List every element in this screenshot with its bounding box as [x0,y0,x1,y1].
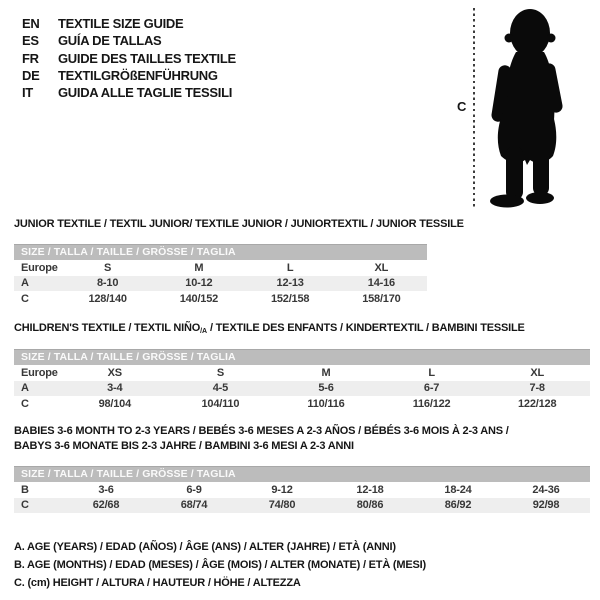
table-row [14,260,427,276]
section-babies-textile [14,424,590,513]
size-cell: 8-10 [97,277,119,290]
table-row [14,498,590,514]
row-label: B [21,483,29,496]
section-title [14,321,590,339]
table-row [14,276,427,292]
size-cell: 14-16 [367,277,395,290]
size-cell: 152/158 [270,292,310,305]
size-cell: 68/74 [180,499,208,512]
row-label: C [21,397,29,410]
language-title: GUIDE DES TAILLES TEXTILE [58,50,236,66]
size-cell: 62/68 [92,499,120,512]
size-cell: 3-6 [98,483,114,496]
size-cell: 122/128 [518,397,557,410]
language-row [22,67,236,84]
size-cell: 9-12 [271,483,293,496]
size-cell: XS [107,366,122,379]
language-title: GUÍA DE TALLAS [58,33,162,49]
title-text: / TEXTILE DES ENFANTS / KINDERTEXTIL / BAMBINI TESSILE [207,322,525,334]
table-row [14,381,590,397]
title-text: CHILDREN'S TEXTILE / TEXTIL NIÑO [14,322,201,334]
language-title: TEXTILE SIZE GUIDE [58,16,184,31]
height-measure-line [473,8,475,208]
size-cell: 74/80 [268,499,296,512]
size-cell: M [194,261,204,274]
language-row [22,32,236,49]
row-label: A [21,277,29,290]
language-title: GUIDA ALLE TAGLIE TESSILI [58,85,233,101]
size-cell: 98/104 [98,397,132,410]
subscript-text: /A [200,328,208,335]
legend-item: A. AGE (YEARS) / EDAD (AÑOS) / ÂGE (ANS) / ALTER (JAHRE) / ETÀ (ANNI) [14,541,396,553]
language-title: TEXTILGRÖßENFÜHRUNG [58,67,218,83]
size-cell: L [428,366,435,379]
size-table [14,349,590,412]
table-row [14,291,427,307]
size-cell: 80/86 [356,499,384,512]
legend [14,538,426,592]
section-junior-textile [14,217,464,307]
language-code: EN [22,16,40,31]
size-cell: 116/122 [412,397,451,410]
title-text: BABYS 3-6 MONATE BIS 2-3 JAHRE / BAMBINI 3-6 MESI A 2-3 ANNI [14,440,354,452]
size-cell: 12-18 [356,483,384,496]
size-cell: 128/140 [88,292,127,305]
size-cell: XL [530,366,545,379]
row-label: A [21,382,29,395]
legend-item: C. (cm) HEIGHT / ALTURA / HAUTEUR / HÖHE / ALTEZZA [14,577,301,589]
size-cell: 104/110 [201,397,240,410]
legend-item: B. AGE (MONTHS) / EDAD (MESES) / ÂGE (MOIS) / ALTER (MONATE) / ETÀ (MESI) [14,559,426,571]
table-row [14,365,590,381]
baby-silhouette-icon [481,8,573,210]
size-cell: 3-4 [107,382,123,395]
size-cell: 6-7 [423,382,440,395]
size-cell: 140/152 [179,292,219,305]
language-code: FR [22,50,39,66]
size-table-header: SIZE / TALLA / TAILLE / GRÖSSE / TAGLIA [14,467,590,483]
size-cell: S [104,261,112,274]
size-cell: 10-12 [185,277,213,290]
size-cell: 12-13 [276,277,304,290]
size-table-header: SIZE / TALLA / TAILLE / GRÖSSE / TAGLIA [14,245,427,261]
language-code: DE [22,67,40,83]
row-label: Europe [21,366,58,379]
size-cell: 86/92 [444,499,472,512]
size-cell: 5-6 [318,382,334,395]
table-row [14,396,590,412]
size-cell: 158/170 [362,292,401,305]
height-measure-label: C [457,99,467,114]
section-title [14,217,464,232]
section-title-line [14,217,464,232]
title-text: BABIES 3-6 MONTH TO 2-3 YEARS / BEBÉS 3-6 MESES A 2-3 AÑOS / BÉBÉS 3-6 MOIS À 2-3 ANS / [14,425,509,437]
section-title-line [14,321,590,339]
language-row [22,15,236,32]
size-cell: 7-8 [529,382,545,395]
size-cell: 110/116 [307,397,345,410]
size-cell: M [321,366,331,379]
size-table [14,244,427,307]
language-row [22,50,236,67]
row-label: C [21,292,29,305]
size-table-header: SIZE / TALLA / TAILLE / GRÖSSE / TAGLIA [14,350,590,366]
size-cell: 92/98 [532,499,560,512]
section-title-line [14,424,590,439]
section-childrens-textile [14,321,590,412]
size-cell: 24-36 [532,483,560,496]
language-code: IT [22,85,33,101]
language-guide-list [22,15,236,101]
size-cell: 6-9 [186,483,202,496]
size-table [14,466,590,513]
size-cell: 18-24 [444,483,472,496]
size-cell: 4-5 [212,382,229,395]
size-cell: XL [374,261,389,274]
row-label: Europe [21,261,58,274]
size-cell: L [286,261,294,274]
row-label: C [21,499,29,512]
title-text: JUNIOR TEXTILE / TEXTIL JUNIOR/ TEXTILE JUNIOR / JUNIORTEXTIL / JUNIOR TESSILE [14,218,464,230]
section-title [14,424,590,454]
table-row [14,482,590,498]
language-row [22,84,236,101]
language-code: ES [22,33,39,49]
size-cell: S [216,366,224,379]
section-title-line [14,439,590,454]
